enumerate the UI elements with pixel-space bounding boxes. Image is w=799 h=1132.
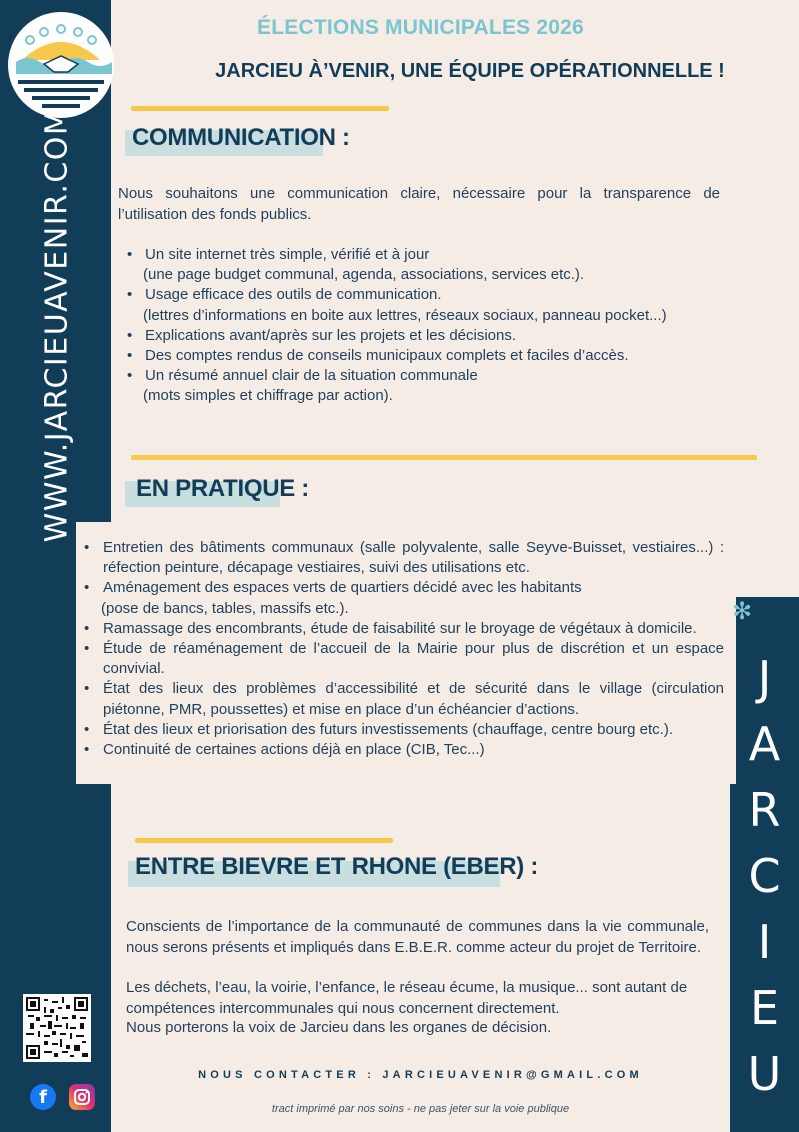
section-divider <box>135 838 393 843</box>
section-divider <box>131 455 757 460</box>
website-url-vertical[interactable]: WWW.JARCIEUAVENIR.COM <box>39 107 75 543</box>
pratique-title: EN PRATIQUE : <box>136 475 309 502</box>
jarcieu-vertical-banner <box>730 645 799 1107</box>
list-item-text: Explications avant/après sur les projets et les décisions. <box>145 326 517 344</box>
eber-paragraph-2: Les déchets, l’eau, la voirie, l’enfance, le réseau écume, la musique... sont autant de compétences intercommunales qui nous concernent directement. <box>126 979 688 1017</box>
section-divider <box>131 106 389 111</box>
list-item-sub: (pose de bancs, tables, massifs etc.). <box>101 599 349 617</box>
list-item-text: Entretien des bâtiments communaux (salle polyvalente, salle Seyve-Buisset, vestiaires...) : réfection peinture, décapage vestiaires, suivi des utilisations etc. <box>103 539 724 577</box>
flower-icon: ✻ <box>731 598 753 625</box>
list-item-text: Un résumé annuel clair de la situation communale <box>145 367 478 385</box>
list-item <box>117 366 717 406</box>
list-item <box>76 740 724 760</box>
facebook-icon[interactable]: f <box>30 1084 56 1110</box>
election-title: ÉLECTIONS MUNICIPALES 2026 <box>257 16 584 39</box>
banner-letter: C <box>748 849 781 903</box>
list-item <box>76 578 724 618</box>
list-item-text: Aménagement des espaces verts de quartiers décidé avec les habitants <box>103 579 582 597</box>
list-item <box>117 245 717 285</box>
banner-letter: I <box>757 915 772 969</box>
list-item <box>76 538 724 578</box>
eber-paragraph-1: Conscients de l’importance de la communauté de communes dans la vie communale, nous serons présents et impliqués dans E.B.E.R. comme acteur du projet de Territoire. <box>126 918 709 956</box>
list-item <box>117 346 717 366</box>
communication-intro: Nous souhaitons une communication claire, nécessaire pour la transparence de l’utilisation des fonds publics. <box>118 185 720 223</box>
eber-title: ENTRE BIEVRE ET RHONE (EBER) : <box>135 853 539 880</box>
banner-letter: J <box>757 651 772 705</box>
list-item-text: État des lieux des problèmes d’accessibilité et de sécurité dans le village (circulation piétonne, PMR, poussettes) et mise en place d’un échéancier d’actions. <box>103 680 724 718</box>
slogan-title: JARCIEU À’VENIR, UNE ÉQUIPE OPÉRATIONNELLE ! <box>215 60 725 82</box>
list-item-text: Usage efficace des outils de communication. <box>145 286 442 304</box>
list-item <box>117 285 717 325</box>
list-item-text: État des lieux et priorisation des futurs investissements (chauffage, centre bourg etc.). <box>103 720 674 738</box>
list-item-text: Étude de réaménagement de l’accueil de la Mairie pour plus de discrétion et un espace convivial. <box>103 640 724 678</box>
communication-list <box>117 245 717 407</box>
instagram-icon[interactable] <box>69 1084 95 1110</box>
jarcieu-avenir-logo <box>8 12 114 118</box>
pratique-list <box>76 538 724 760</box>
contact-email[interactable]: NOUS CONTACTER : JARCIEUAVENIR@GMAIL.COM <box>198 1069 643 1081</box>
banner-letter: E <box>749 981 780 1035</box>
banner-letter: R <box>748 783 781 837</box>
list-item-sub: (lettres d’informations en boite aux lettres, réseaux sociaux, panneau pocket...) <box>143 306 667 324</box>
print-note: tract imprimé par nos soins - ne pas jeter sur la voie publique <box>271 1103 570 1115</box>
communication-title: COMMUNICATION : <box>132 124 350 151</box>
list-item <box>76 720 724 740</box>
list-item <box>76 619 724 639</box>
list-item-sub: (une page budget communal, agenda, associations, services etc.). <box>143 266 585 284</box>
list-item-sub: (mots simples et chiffrage par action). <box>143 387 393 405</box>
list-item-text: Un site internet très simple, vérifié et à jour <box>145 246 430 263</box>
banner-letter: U <box>747 1047 782 1101</box>
list-item-text: Continuité de certaines actions déjà en place (CIB, Tec...) <box>103 741 485 759</box>
qr-code[interactable] <box>23 994 91 1062</box>
list-item-text: Ramassage des encombrants, étude de faisabilité sur le broyage de végétaux à domicile. <box>103 619 697 637</box>
list-item <box>76 639 724 679</box>
list-item-text: Des comptes rendus de conseils municipaux complets et faciles d’accès. <box>145 347 629 365</box>
eber-paragraph-3: Nous porterons la voix de Jarcieu dans les organes de décision. <box>126 1019 552 1036</box>
banner-letter: A <box>748 717 781 771</box>
list-item <box>117 326 717 346</box>
list-item <box>76 679 724 719</box>
